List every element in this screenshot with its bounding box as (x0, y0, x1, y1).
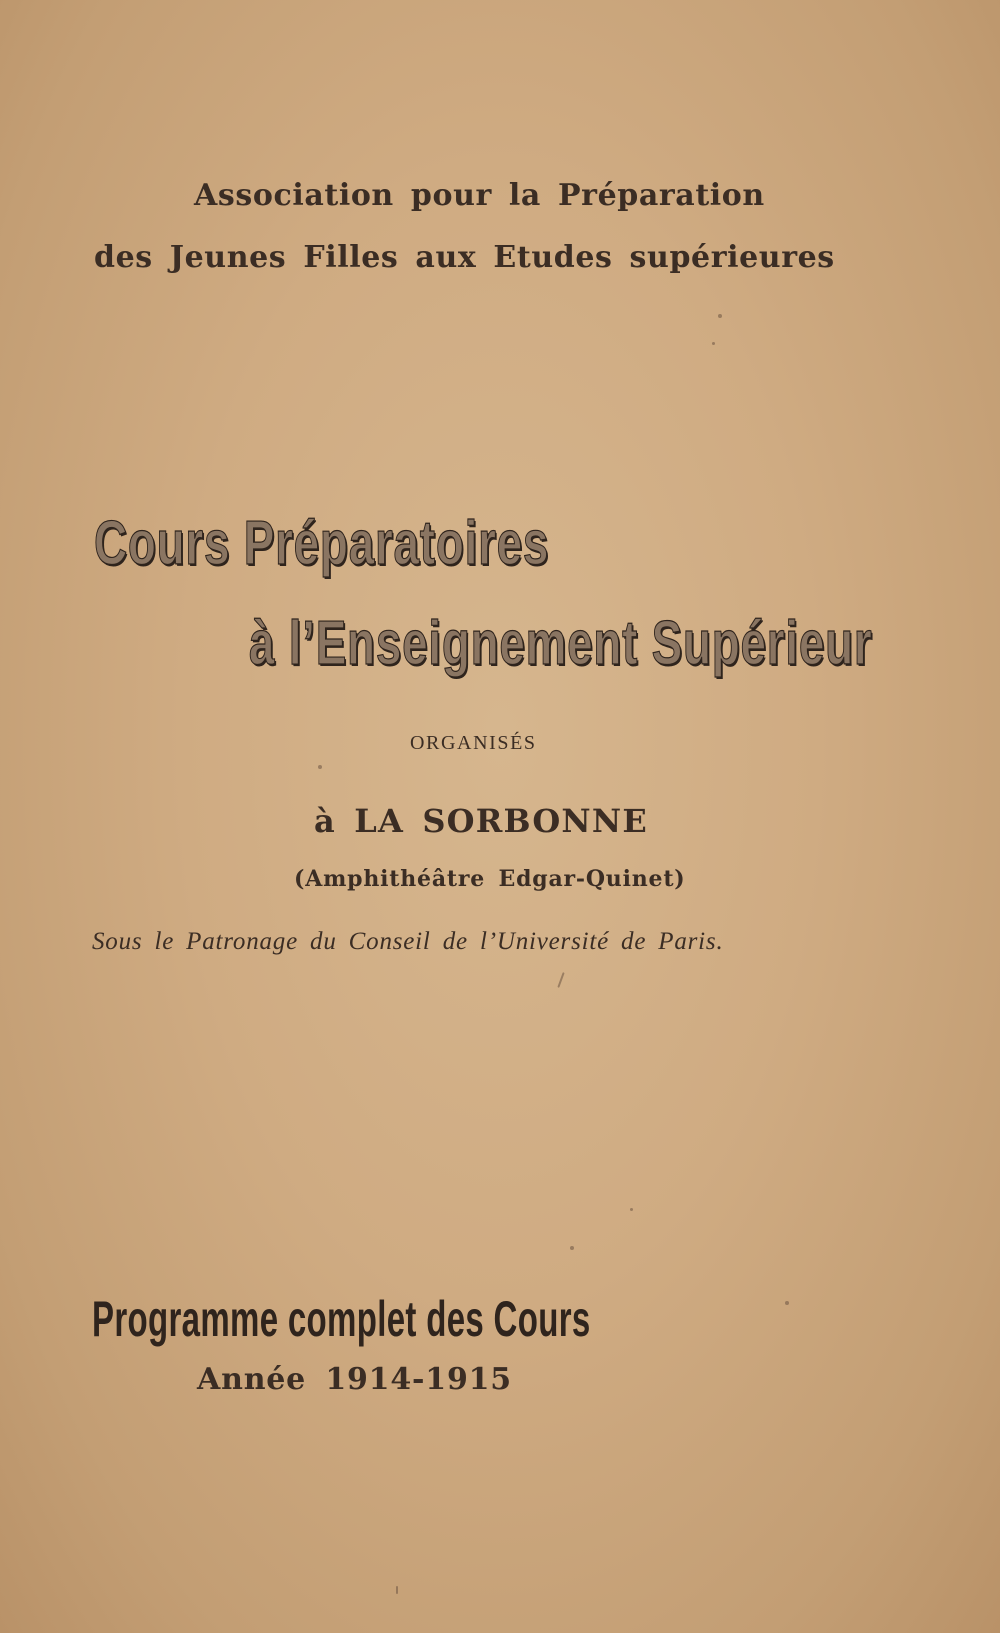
paper-speck (396, 1586, 398, 1594)
association-name-line-1: Association pour la Préparation (194, 178, 765, 213)
course-title-line-1: Cours Préparatoires (94, 509, 550, 578)
paper-speck (557, 972, 564, 988)
academic-year: Année 1914-1915 (197, 1362, 512, 1397)
organised-label: ORGANISÉS (410, 732, 537, 754)
paper-speck (712, 342, 715, 345)
paper-speck (718, 314, 722, 318)
programme-title: Programme complet des Cours (92, 1291, 591, 1347)
course-title-line-2: à l’Enseignement Supérieur (249, 609, 873, 678)
paper-speck (785, 1301, 789, 1305)
venue-name: à LA SORBONNE (314, 802, 648, 840)
association-name-line-2: des Jeunes Filles aux Etudes supérieures (94, 240, 835, 275)
patronage-line: Sous le Patronage du Conseil de l’Université de Paris. (92, 928, 724, 955)
venue-room: (Amphithéâtre Edgar-Quinet) (294, 866, 686, 892)
paper-speck (570, 1246, 574, 1250)
paper-speck (630, 1208, 633, 1211)
paper-speck (318, 765, 322, 769)
